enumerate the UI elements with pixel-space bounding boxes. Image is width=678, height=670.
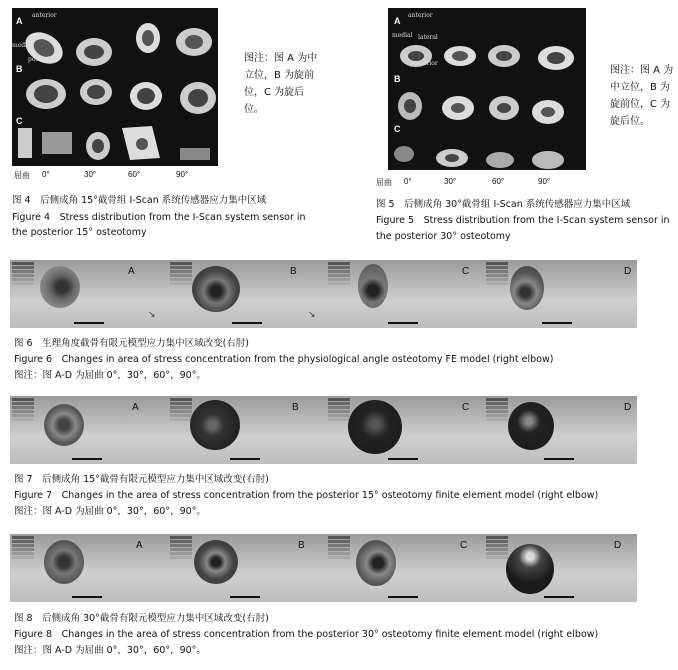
fig5-pressure-maps bbox=[388, 8, 586, 170]
fig5-angle-60: 60° bbox=[492, 177, 505, 186]
fig5-caption-en-1: Figure 5 Stress distribution from the I-Scan system sensor in bbox=[376, 215, 670, 226]
fig8-a-scale-bar bbox=[72, 596, 102, 598]
fig7-c-bone bbox=[348, 400, 402, 454]
fig5-row-label-b: B bbox=[394, 74, 401, 84]
fig5-sensor-image bbox=[388, 8, 586, 170]
fig5-label-medial: medial bbox=[392, 32, 413, 39]
fig4-row-label-a: A bbox=[16, 16, 23, 26]
fig4-note: 图注：图 A 为中立位，B 为旋前位，C 为旋后位。 bbox=[244, 53, 318, 115]
fig7-panel-a bbox=[10, 396, 166, 464]
fig6-letter-a: A bbox=[128, 266, 135, 277]
fig7-letter-d: D bbox=[624, 402, 632, 413]
fig7-d-legend bbox=[486, 398, 508, 438]
fig6-c-scale-bar bbox=[388, 322, 418, 324]
fig7-b-legend bbox=[170, 398, 192, 438]
fig6-panel-b bbox=[168, 260, 324, 328]
fig7-letter-b: B bbox=[292, 402, 299, 413]
fig7-a-scale-bar bbox=[72, 458, 102, 460]
fig6-panel-d bbox=[484, 260, 637, 328]
fig8-letter-b: B bbox=[298, 540, 305, 551]
fig5-angle-0: 0° bbox=[404, 177, 412, 186]
fig8-c-legend bbox=[328, 536, 350, 576]
fig4-caption-en-1: Figure 4 Stress distribution from the I-Scan system sensor in bbox=[12, 212, 306, 223]
fig6-b-legend bbox=[170, 262, 192, 302]
fig4-pressure-maps bbox=[12, 8, 218, 166]
fig7-d-bone bbox=[508, 402, 554, 450]
fig7-note: 图注：图 A-D 为屈曲 0°，30°，60°，90°。 bbox=[14, 506, 206, 517]
fig6-d-legend bbox=[486, 262, 508, 302]
fig6-a-legend bbox=[12, 262, 34, 302]
fig8-b-scale-bar bbox=[230, 596, 260, 598]
fig8-d-legend bbox=[486, 536, 508, 576]
fig4-row-label-c: C bbox=[16, 116, 23, 126]
fig5-angle-90: 90° bbox=[538, 177, 551, 186]
fig5-label-posterior: posterior bbox=[410, 60, 438, 67]
fig4-row-c bbox=[18, 126, 210, 160]
fig5-row-label-c: C bbox=[394, 124, 401, 134]
fig6-a-bone bbox=[40, 266, 80, 308]
fig5-angle-30: 30° bbox=[444, 177, 457, 186]
fig4-angle-prefix: 屈曲 bbox=[14, 171, 30, 180]
fig4-label-medial: medial bbox=[12, 42, 33, 49]
fig6-d-scale-bar bbox=[542, 322, 572, 324]
fig8-d-bone bbox=[506, 544, 554, 594]
fig6-c-bone bbox=[358, 264, 388, 308]
fig6-panel-c bbox=[326, 260, 482, 328]
fig8-panel-d bbox=[484, 534, 637, 602]
fig5-row-b bbox=[398, 92, 564, 124]
fig8-panel-c bbox=[326, 534, 482, 602]
fig6-caption-cn: 图 6 生理角度截骨有限元模型应力集中区域改变(右肘) bbox=[14, 338, 249, 349]
fig7-a-bone bbox=[44, 404, 84, 446]
fig6-panel-a bbox=[10, 260, 166, 328]
fig7-b-scale-bar bbox=[230, 458, 260, 460]
fig7-fe-strip bbox=[10, 396, 637, 464]
fig6-a-scale-bar bbox=[74, 322, 104, 324]
fig7-caption-cn: 图 7 后侧成角 15°截骨有限元模型应力集中区域改变(右肘) bbox=[14, 474, 269, 485]
fig6-letter-c: C bbox=[462, 266, 470, 277]
fig8-letter-a: A bbox=[136, 540, 143, 551]
fig4-label-posterior: posterior bbox=[28, 56, 56, 63]
fig4-row-a bbox=[20, 23, 212, 70]
fig7-panel-d bbox=[484, 396, 637, 464]
fig4-label-anterior: anterior bbox=[32, 12, 57, 19]
fig5-angle-prefix: 屈曲 bbox=[376, 178, 392, 187]
fig6-b-bone bbox=[192, 266, 240, 312]
fig8-caption-en: Figure 8 Changes in the area of stress concentration from the posterior 30° osteotomy finite element model (right elbow) bbox=[14, 629, 599, 640]
fig8-c-bone bbox=[356, 540, 396, 586]
fig8-b-legend bbox=[170, 536, 192, 576]
fig7-c-scale-bar bbox=[388, 458, 418, 460]
fig5-row-label-a: A bbox=[394, 16, 401, 26]
fig4-angle-30: 30° bbox=[84, 170, 97, 179]
fig8-a-legend bbox=[12, 536, 34, 576]
fig6-note: 图注：图 A-D 为屈曲 0°，30°，60°，90°。 bbox=[14, 370, 206, 381]
fig4-angle-60: 60° bbox=[128, 170, 141, 179]
fig6-fe-strip bbox=[10, 260, 637, 328]
fig8-b-bone bbox=[194, 540, 238, 584]
fig8-letter-c: C bbox=[460, 540, 468, 551]
fig6-a-axis-icon: ↘ bbox=[148, 310, 156, 320]
fig4-angle-0: 0° bbox=[42, 170, 50, 179]
fig8-caption-cn: 图 8 后侧成角 30°截骨有限元模型应力集中区域改变(右肘) bbox=[14, 613, 269, 624]
fig6-c-legend bbox=[328, 262, 350, 302]
fig8-a-bone bbox=[44, 540, 84, 584]
fig4-sensor-image bbox=[12, 8, 218, 166]
fig5-label-lateral: lateral bbox=[418, 34, 438, 41]
fig6-letter-d: D bbox=[624, 266, 632, 277]
fig6-b-axis-icon: ↘ bbox=[308, 310, 316, 320]
fig4-row-b bbox=[26, 79, 216, 114]
fig8-panel-b bbox=[168, 534, 324, 602]
fig7-panel-c bbox=[326, 396, 482, 464]
fig5-note: 图注：图 A 为中立位，B 为旋前位，C 为旋后位。 bbox=[610, 65, 674, 127]
fig8-note: 图注：图 A-D 为屈曲 0°，30°，60°，90°。 bbox=[14, 645, 206, 656]
fig6-caption-en: Figure 6 Changes in area of stress concentration from the physiological angle osteotomy FE model (right elbow) bbox=[14, 354, 554, 365]
fig8-c-scale-bar bbox=[388, 596, 418, 598]
fig5-row-c bbox=[394, 146, 564, 169]
fig5-caption-en-2: the posterior 30° osteotomy bbox=[376, 231, 511, 242]
fig8-panel-a bbox=[10, 534, 166, 602]
fig4-caption-en-2: the posterior 15° osteotomy bbox=[12, 227, 147, 238]
fig7-letter-a: A bbox=[132, 402, 139, 413]
fig8-d-scale-bar bbox=[544, 596, 574, 598]
fig8-fe-strip bbox=[10, 534, 637, 602]
fig4-row-label-b: B bbox=[16, 64, 23, 74]
fig4-angle-90: 90° bbox=[176, 170, 189, 179]
fig4-caption-cn: 图 4 后侧成角 15°截骨组 I-Scan 系统传感器应力集中区域 bbox=[12, 195, 267, 206]
fig6-b-scale-bar bbox=[232, 322, 262, 324]
fig6-d-bone bbox=[510, 266, 544, 310]
fig7-letter-c: C bbox=[462, 402, 470, 413]
fig5-caption-cn: 图 5 后侧成角 30°截骨组 I-Scan 系统传感器应力集中区域 bbox=[376, 199, 631, 210]
fig8-letter-d: D bbox=[614, 540, 622, 551]
fig5-label-anterior: anterior bbox=[408, 12, 433, 19]
fig6-letter-b: B bbox=[290, 266, 297, 277]
fig7-b-bone bbox=[190, 400, 240, 450]
fig7-c-legend bbox=[328, 398, 350, 438]
fig7-panel-b bbox=[168, 396, 324, 464]
fig7-caption-en: Figure 7 Changes in the area of stress concentration from the posterior 15° osteotomy finite element model (right elbow) bbox=[14, 490, 599, 501]
fig7-d-scale-bar bbox=[544, 458, 574, 460]
fig7-a-legend bbox=[12, 398, 34, 438]
